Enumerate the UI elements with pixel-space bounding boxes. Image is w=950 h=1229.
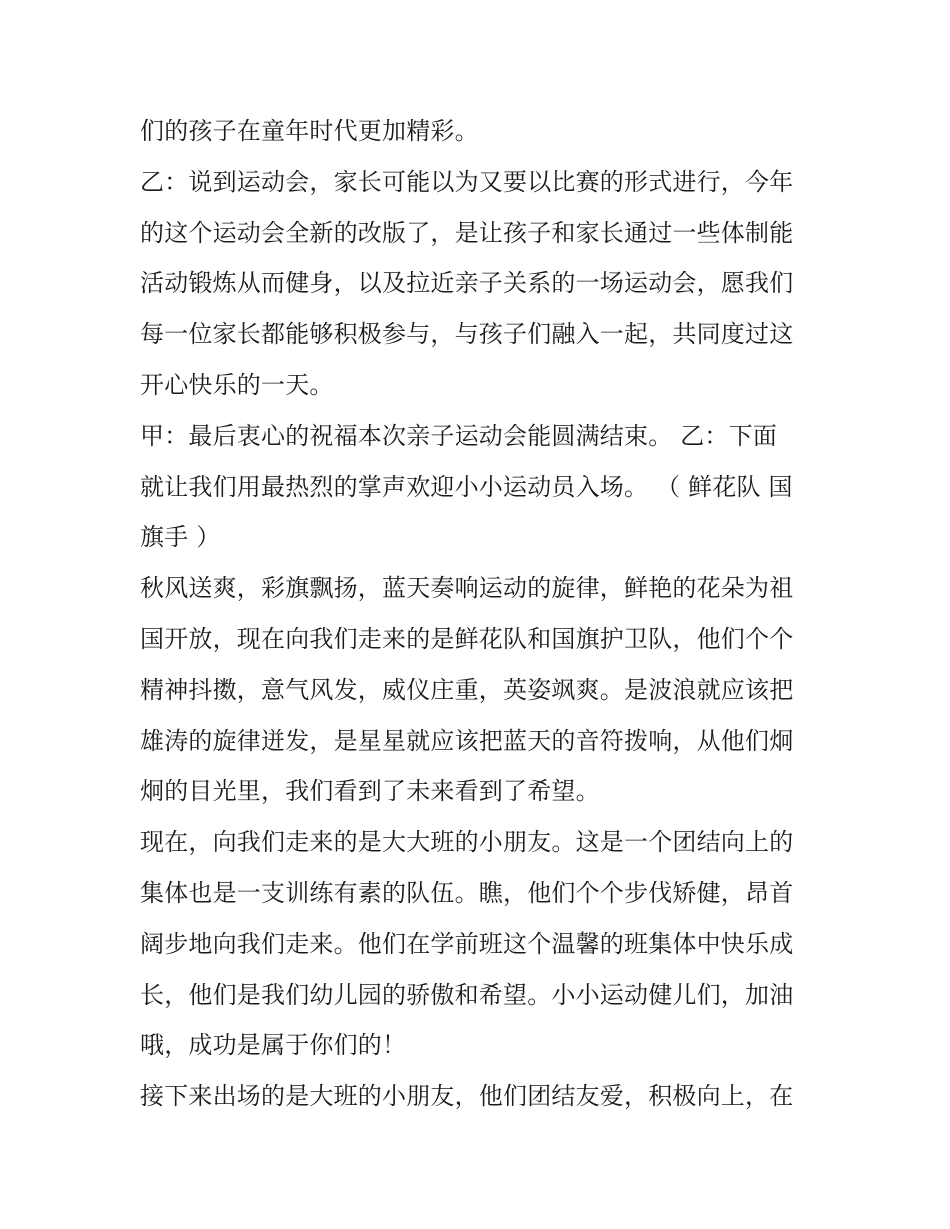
document-body (140, 106, 820, 1122)
text-line: 炯的目光里，我们看到了未来看到了希望。 (140, 777, 600, 806)
text-line: 阔步地向我们走来。他们在学前班这个温馨的班集体中快乐成 (140, 929, 794, 958)
text-line: 集体也是一支训练有素的队伍。瞧，他们个个步伐矫健，昂首 (140, 878, 794, 907)
text-line: 接下来出场的是大班的小朋友，他们团结友爱，积极向上，在 (140, 1082, 794, 1111)
text-line: 旗手 ） (140, 523, 221, 552)
text-line: 精神抖擞，意气风发，威仪庄重，英姿飒爽。是波浪就应该把 (140, 675, 794, 704)
text-line: 每一位家长都能够积极参与，与孩子们融入一起，共同度过这 (140, 320, 794, 349)
text-line: 的这个运动会全新的改版了，是让孩子和家长通过一些体制能 (140, 218, 794, 247)
text-line: 开心快乐的一天。 (140, 370, 334, 399)
text-line: 现在，向我们走来的是大大班的小朋友。这是一个团结向上的 (140, 828, 794, 857)
text-line: 雄涛的旋律迸发，是星星就应该把蓝天的音符拨响，从他们炯 (140, 726, 794, 755)
text-line: 们的孩子在童年时代更加精彩。 (140, 117, 479, 145)
text-line: 活动锻炼从而健身，以及拉近亲子关系的一场运动会，愿我们 (140, 269, 794, 298)
text-line: 就让我们用最热烈的掌声欢迎小小运动员入场。 （ 鲜花队 国 (140, 472, 793, 501)
text-line: 国开放，现在向我们走来的是鲜花队和国旗护卫队，他们个个 (140, 624, 794, 653)
text-line: 长，他们是我们幼儿园的骄傲和希望。小小运动健儿们，加油 (140, 980, 794, 1009)
text-line: 哦，成功是属于你们的！ (140, 1031, 407, 1060)
text-line: 甲：最后衷心的祝福本次亲子运动会能圆满结束。 乙：下面 (140, 421, 778, 450)
text-line: 乙：说到运动会，家长可能以为又要以比赛的形式进行，今年 (140, 167, 794, 196)
text-line: 秋风送爽，彩旗飘扬，蓝天奏响运动的旋律，鲜艳的花朵为祖 (140, 574, 794, 603)
